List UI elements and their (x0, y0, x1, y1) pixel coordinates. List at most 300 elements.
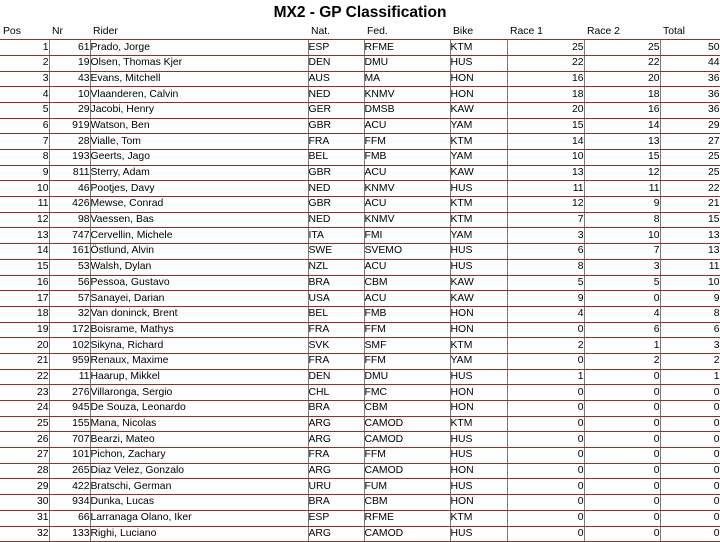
federation-cell: CAMOD (364, 463, 450, 479)
total-cell: 10 (660, 275, 720, 291)
rider-cell: Pootjes, Davy (90, 181, 308, 197)
table-row (0, 401, 720, 417)
bike-cell: HUS (450, 244, 507, 260)
race1-cell: 0 (507, 432, 584, 448)
race1-cell: 8 (507, 259, 584, 275)
table-row (0, 291, 720, 307)
federation-cell: FFM (364, 322, 450, 338)
rider-cell: Vlaanderen, Calvin (90, 87, 308, 103)
table-row (0, 118, 720, 134)
race1-cell: 7 (507, 212, 584, 228)
table-row (0, 385, 720, 401)
race2-cell: 20 (584, 71, 660, 87)
total-cell: 36 (660, 87, 720, 103)
race1-cell: 3 (507, 228, 584, 244)
number-cell: 265 (49, 463, 90, 479)
total-cell: 0 (660, 526, 720, 542)
race2-cell: 7 (584, 244, 660, 260)
federation-cell: ACU (364, 118, 450, 134)
pos-cell: 32 (0, 526, 49, 542)
table-row (0, 165, 720, 181)
race2-cell: 9 (584, 197, 660, 213)
nationality-cell: USA (308, 291, 364, 307)
nationality-cell: ESP (308, 40, 364, 56)
federation-cell: SVEMO (364, 244, 450, 260)
nationality-cell: GBR (308, 197, 364, 213)
column-header-race2: Race 2 (584, 24, 660, 40)
nationality-cell: GER (308, 102, 364, 118)
number-cell: 276 (49, 385, 90, 401)
nationality-cell: AUS (308, 71, 364, 87)
federation-cell: CAMOD (364, 432, 450, 448)
federation-cell: FUM (364, 479, 450, 495)
total-cell: 36 (660, 102, 720, 118)
bike-cell: HUS (450, 181, 507, 197)
rider-cell: Jacobi, Henry (90, 102, 308, 118)
number-cell: 46 (49, 181, 90, 197)
federation-cell: CAMOD (364, 416, 450, 432)
nationality-cell: BRA (308, 275, 364, 291)
federation-cell: ACU (364, 197, 450, 213)
bike-cell: KTM (450, 510, 507, 526)
nationality-cell: BEL (308, 150, 364, 166)
table-header-row (0, 24, 720, 40)
column-header-race1: Race 1 (507, 24, 584, 40)
page-title: MX2 - GP Classification (273, 4, 447, 21)
nationality-cell: ARG (308, 432, 364, 448)
federation-cell: CBM (364, 401, 450, 417)
table-row (0, 71, 720, 87)
race2-cell: 0 (584, 385, 660, 401)
number-cell: 10 (49, 87, 90, 103)
pos-cell: 7 (0, 134, 49, 150)
race1-cell: 14 (507, 134, 584, 150)
table-row (0, 510, 720, 526)
rider-cell: De Souza, Leonardo (90, 401, 308, 417)
pos-cell: 13 (0, 228, 49, 244)
nationality-cell: ITA (308, 228, 364, 244)
table-row (0, 353, 720, 369)
bike-cell: HON (450, 463, 507, 479)
total-cell: 0 (660, 510, 720, 526)
table-row (0, 463, 720, 479)
bike-cell: KTM (450, 40, 507, 56)
federation-cell: RFME (364, 40, 450, 56)
table-row (0, 306, 720, 322)
bike-cell: KAW (450, 291, 507, 307)
federation-cell: MA (364, 71, 450, 87)
column-header-total: Total (660, 24, 720, 40)
race1-cell: 1 (507, 369, 584, 385)
nationality-cell: FRA (308, 322, 364, 338)
rider-cell: Righi, Luciano (90, 526, 308, 542)
total-cell: 0 (660, 448, 720, 464)
pos-cell: 28 (0, 463, 49, 479)
table-row (0, 212, 720, 228)
pos-cell: 17 (0, 291, 49, 307)
federation-cell: FMI (364, 228, 450, 244)
column-header-bike: Bike (450, 24, 507, 40)
race2-cell: 6 (584, 322, 660, 338)
race2-cell: 18 (584, 87, 660, 103)
number-cell: 161 (49, 244, 90, 260)
race1-cell: 0 (507, 495, 584, 511)
rider-cell: Pichon, Zachary (90, 448, 308, 464)
federation-cell: CBM (364, 275, 450, 291)
pos-cell: 16 (0, 275, 49, 291)
table-row (0, 432, 720, 448)
nationality-cell: NZL (308, 259, 364, 275)
table-row (0, 181, 720, 197)
rider-cell: Haarup, Mikkel (90, 369, 308, 385)
nationality-cell: NED (308, 212, 364, 228)
rider-cell: Evans, Mitchell (90, 71, 308, 87)
pos-cell: 26 (0, 432, 49, 448)
total-cell: 9 (660, 291, 720, 307)
number-cell: 66 (49, 510, 90, 526)
bike-cell: HUS (450, 55, 507, 71)
column-header-nat: Nat. (308, 24, 364, 40)
total-cell: 0 (660, 463, 720, 479)
total-cell: 6 (660, 322, 720, 338)
race1-cell: 22 (507, 55, 584, 71)
number-cell: 934 (49, 495, 90, 511)
bike-cell: KTM (450, 212, 507, 228)
nationality-cell: ARG (308, 416, 364, 432)
total-cell: 36 (660, 71, 720, 87)
race2-cell: 14 (584, 118, 660, 134)
total-cell: 0 (660, 416, 720, 432)
bike-cell: KAW (450, 102, 507, 118)
total-cell: 11 (660, 259, 720, 275)
rider-cell: Cervellin, Michele (90, 228, 308, 244)
race1-cell: 0 (507, 479, 584, 495)
race1-cell: 13 (507, 165, 584, 181)
bike-cell: YAM (450, 353, 507, 369)
rider-cell: Östlund, Alvin (90, 244, 308, 260)
nationality-cell: SVK (308, 338, 364, 354)
total-cell: 13 (660, 228, 720, 244)
race1-cell: 9 (507, 291, 584, 307)
federation-cell: FFM (364, 353, 450, 369)
rider-cell: Sterry, Adam (90, 165, 308, 181)
federation-cell: KNMV (364, 181, 450, 197)
race2-cell: 0 (584, 463, 660, 479)
race2-cell: 22 (584, 55, 660, 71)
race1-cell: 0 (507, 463, 584, 479)
rider-cell: Vialle, Tom (90, 134, 308, 150)
table-row (0, 369, 720, 385)
table-row (0, 259, 720, 275)
number-cell: 61 (49, 40, 90, 56)
rider-cell: Sanayei, Darian (90, 291, 308, 307)
race2-cell: 2 (584, 353, 660, 369)
rider-cell: Larranaga Olano, Iker (90, 510, 308, 526)
federation-cell: FMB (364, 150, 450, 166)
race1-cell: 0 (507, 448, 584, 464)
race2-cell: 11 (584, 181, 660, 197)
rider-cell: Renaux, Maxime (90, 353, 308, 369)
race1-cell: 10 (507, 150, 584, 166)
number-cell: 426 (49, 197, 90, 213)
pos-cell: 20 (0, 338, 49, 354)
pos-cell: 1 (0, 40, 49, 56)
table-row (0, 275, 720, 291)
race1-cell: 25 (507, 40, 584, 56)
nationality-cell: DEN (308, 369, 364, 385)
table-row (0, 526, 720, 542)
number-cell: 422 (49, 479, 90, 495)
table-row (0, 102, 720, 118)
rider-cell: Vaessen, Bas (90, 212, 308, 228)
nationality-cell: GBR (308, 165, 364, 181)
number-cell: 43 (49, 71, 90, 87)
pos-cell: 31 (0, 510, 49, 526)
bike-cell: HON (450, 385, 507, 401)
total-cell: 21 (660, 197, 720, 213)
race1-cell: 18 (507, 87, 584, 103)
race2-cell: 4 (584, 306, 660, 322)
race1-cell: 5 (507, 275, 584, 291)
pos-cell: 21 (0, 353, 49, 369)
nationality-cell: ARG (308, 463, 364, 479)
rider-cell: Olsen, Thomas Kjer (90, 55, 308, 71)
nationality-cell: DEN (308, 55, 364, 71)
pos-cell: 15 (0, 259, 49, 275)
total-cell: 3 (660, 338, 720, 354)
total-cell: 22 (660, 181, 720, 197)
bike-cell: KTM (450, 134, 507, 150)
bike-cell: KAW (450, 165, 507, 181)
bike-cell: HON (450, 306, 507, 322)
number-cell: 53 (49, 259, 90, 275)
pos-cell: 29 (0, 479, 49, 495)
federation-cell: FFM (364, 448, 450, 464)
column-header-fed: Fed. (364, 24, 450, 40)
pos-cell: 14 (0, 244, 49, 260)
race2-cell: 25 (584, 40, 660, 56)
race2-cell: 16 (584, 102, 660, 118)
table-row (0, 479, 720, 495)
nationality-cell: NED (308, 181, 364, 197)
nationality-cell: NED (308, 87, 364, 103)
pos-cell: 23 (0, 385, 49, 401)
number-cell: 945 (49, 401, 90, 417)
column-header-pos: Pos (0, 24, 49, 40)
bike-cell: HON (450, 495, 507, 511)
pos-cell: 5 (0, 102, 49, 118)
number-cell: 919 (49, 118, 90, 134)
race1-cell: 16 (507, 71, 584, 87)
bike-cell: KTM (450, 197, 507, 213)
bike-cell: HUS (450, 432, 507, 448)
total-cell: 44 (660, 55, 720, 71)
race1-cell: 0 (507, 526, 584, 542)
pos-cell: 30 (0, 495, 49, 511)
federation-cell: FMB (364, 306, 450, 322)
number-cell: 32 (49, 306, 90, 322)
rider-cell: Dunka, Lucas (90, 495, 308, 511)
pos-cell: 11 (0, 197, 49, 213)
total-cell: 0 (660, 479, 720, 495)
pos-cell: 18 (0, 306, 49, 322)
bike-cell: HUS (450, 259, 507, 275)
race2-cell: 0 (584, 479, 660, 495)
nationality-cell: BRA (308, 495, 364, 511)
federation-cell: ACU (364, 291, 450, 307)
table-row (0, 134, 720, 150)
federation-cell: KNMV (364, 87, 450, 103)
pos-cell: 3 (0, 71, 49, 87)
column-header-nr: Nr (49, 24, 90, 40)
table-row (0, 322, 720, 338)
pos-cell: 4 (0, 87, 49, 103)
race1-cell: 11 (507, 181, 584, 197)
nationality-cell: FRA (308, 448, 364, 464)
race2-cell: 5 (584, 275, 660, 291)
pos-cell: 25 (0, 416, 49, 432)
table-row (0, 228, 720, 244)
total-cell: 13 (660, 244, 720, 260)
total-cell: 50 (660, 40, 720, 56)
nationality-cell: CHL (308, 385, 364, 401)
table-row (0, 338, 720, 354)
number-cell: 98 (49, 212, 90, 228)
race2-cell: 0 (584, 401, 660, 417)
pos-cell: 6 (0, 118, 49, 134)
classification-table (0, 24, 720, 542)
pos-cell: 19 (0, 322, 49, 338)
bike-cell: KTM (450, 338, 507, 354)
bike-cell: HON (450, 71, 507, 87)
race2-cell: 0 (584, 495, 660, 511)
total-cell: 1 (660, 369, 720, 385)
nationality-cell: ESP (308, 510, 364, 526)
nationality-cell: GBR (308, 118, 364, 134)
nationality-cell: FRA (308, 353, 364, 369)
bike-cell: HUS (450, 479, 507, 495)
rider-cell: Van doninck, Brent (90, 306, 308, 322)
nationality-cell: ARG (308, 526, 364, 542)
pos-cell: 27 (0, 448, 49, 464)
race1-cell: 0 (507, 353, 584, 369)
race1-cell: 2 (507, 338, 584, 354)
total-cell: 25 (660, 150, 720, 166)
race1-cell: 12 (507, 197, 584, 213)
number-cell: 57 (49, 291, 90, 307)
federation-cell: KNMV (364, 212, 450, 228)
total-cell: 0 (660, 432, 720, 448)
rider-cell: Watson, Ben (90, 118, 308, 134)
pos-cell: 24 (0, 401, 49, 417)
nationality-cell: BEL (308, 306, 364, 322)
table-row (0, 448, 720, 464)
number-cell: 28 (49, 134, 90, 150)
rider-cell: Walsh, Dylan (90, 259, 308, 275)
total-cell: 25 (660, 165, 720, 181)
bike-cell: HUS (450, 448, 507, 464)
federation-cell: SMF (364, 338, 450, 354)
rider-cell: Bratschi, German (90, 479, 308, 495)
race2-cell: 0 (584, 416, 660, 432)
number-cell: 102 (49, 338, 90, 354)
race1-cell: 4 (507, 306, 584, 322)
race2-cell: 0 (584, 510, 660, 526)
race2-cell: 0 (584, 369, 660, 385)
race1-cell: 15 (507, 118, 584, 134)
total-cell: 8 (660, 306, 720, 322)
bike-cell: HON (450, 322, 507, 338)
total-cell: 15 (660, 212, 720, 228)
rider-cell: Mana, Nicolas (90, 416, 308, 432)
number-cell: 56 (49, 275, 90, 291)
number-cell: 101 (49, 448, 90, 464)
rider-cell: Diaz Velez, Gonzalo (90, 463, 308, 479)
table-row (0, 197, 720, 213)
federation-cell: DMU (364, 369, 450, 385)
race2-cell: 10 (584, 228, 660, 244)
race2-cell: 8 (584, 212, 660, 228)
table-row (0, 416, 720, 432)
race2-cell: 1 (584, 338, 660, 354)
bike-cell: YAM (450, 228, 507, 244)
federation-cell: DMSB (364, 102, 450, 118)
nationality-cell: BRA (308, 401, 364, 417)
total-cell: 29 (660, 118, 720, 134)
rider-cell: Boisrame, Mathys (90, 322, 308, 338)
table-row (0, 495, 720, 511)
bike-cell: KAW (450, 275, 507, 291)
total-cell: 0 (660, 495, 720, 511)
number-cell: 29 (49, 102, 90, 118)
bike-cell: KTM (450, 416, 507, 432)
federation-cell: CBM (364, 495, 450, 511)
race1-cell: 0 (507, 322, 584, 338)
pos-cell: 12 (0, 212, 49, 228)
column-header-rider: Rider (90, 24, 308, 40)
bike-cell: HON (450, 87, 507, 103)
federation-cell: FMC (364, 385, 450, 401)
number-cell: 11 (49, 369, 90, 385)
federation-cell: ACU (364, 165, 450, 181)
bike-cell: HON (450, 401, 507, 417)
nationality-cell: SWE (308, 244, 364, 260)
race1-cell: 20 (507, 102, 584, 118)
number-cell: 172 (49, 322, 90, 338)
number-cell: 193 (49, 150, 90, 166)
rider-cell: Prado, Jorge (90, 40, 308, 56)
race1-cell: 0 (507, 385, 584, 401)
number-cell: 155 (49, 416, 90, 432)
federation-cell: DMU (364, 55, 450, 71)
race2-cell: 0 (584, 448, 660, 464)
total-cell: 0 (660, 401, 720, 417)
table-row (0, 244, 720, 260)
number-cell: 19 (49, 55, 90, 71)
total-cell: 27 (660, 134, 720, 150)
total-cell: 0 (660, 385, 720, 401)
nationality-cell: FRA (308, 134, 364, 150)
race2-cell: 15 (584, 150, 660, 166)
pos-cell: 9 (0, 165, 49, 181)
number-cell: 811 (49, 165, 90, 181)
federation-cell: RFME (364, 510, 450, 526)
race2-cell: 0 (584, 526, 660, 542)
pos-cell: 10 (0, 181, 49, 197)
race1-cell: 6 (507, 244, 584, 260)
rider-cell: Bearzi, Mateo (90, 432, 308, 448)
number-cell: 707 (49, 432, 90, 448)
